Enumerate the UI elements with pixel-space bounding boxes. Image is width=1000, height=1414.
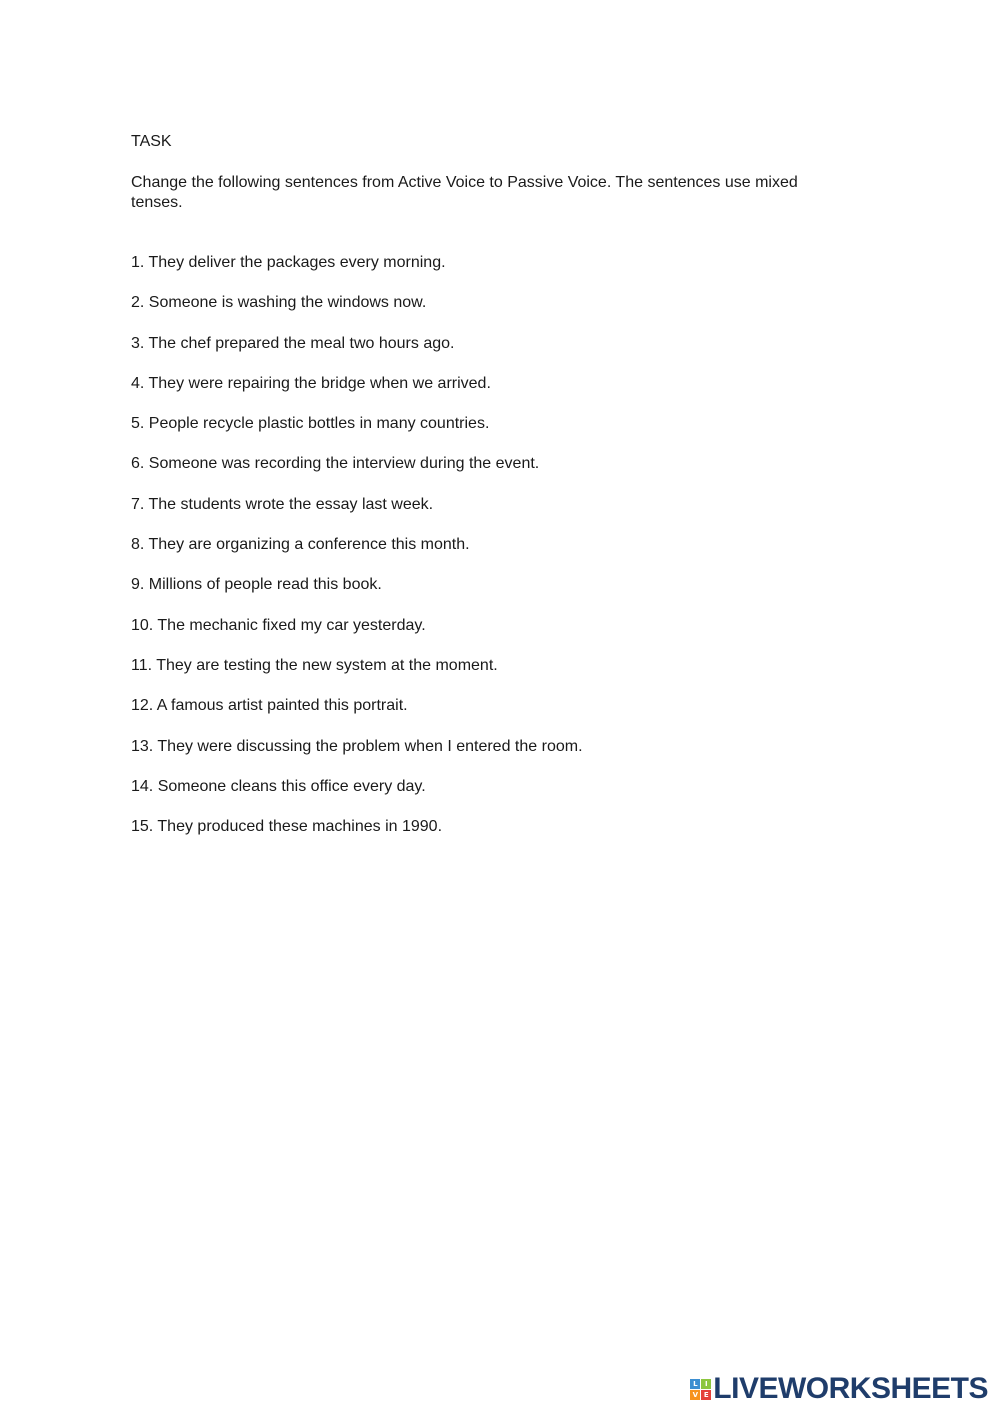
sentence-item: 9. Millions of people read this book. <box>131 576 382 594</box>
logo-mark-letter: I <box>701 1379 711 1389</box>
sentence-item: 7. The students wrote the essay last week. <box>131 495 434 513</box>
task-instructions: Change the following sentences from Active Voice to Passive Voice. The sentences use mixed tenses. <box>131 174 798 211</box>
logo-mark-letter: V <box>690 1390 700 1400</box>
sentence-item: 5. People recycle plastic bottles in many countries. <box>131 415 490 433</box>
sentence-item: 12. A famous artist painted this portrait. <box>131 697 408 715</box>
sentence-item: 4. They were repairing the bridge when we arrived. <box>131 374 491 392</box>
task-title: TASK <box>131 133 172 150</box>
logo-mark-letter: E <box>701 1390 711 1400</box>
sentence-item: 1. They deliver the packages every morning. <box>131 254 446 271</box>
sentence-item: 13. They were discussing the problem when I entered the room. <box>131 737 583 755</box>
sentence-item: 6. Someone was recording the interview during the event. <box>131 455 540 473</box>
sentence-item: 11. They are testing the new system at the moment. <box>131 656 498 674</box>
sentence-item: 15. They produced these machines in 1990. <box>131 818 443 836</box>
sentence-item: 10. The mechanic fixed my car yesterday. <box>131 616 426 634</box>
sentence-item: 3. The chef prepared the meal two hours ago. <box>131 334 455 352</box>
liveworksheets-logo-icon <box>690 1379 711 1400</box>
liveworksheets-logo <box>690 1374 988 1404</box>
sentence-list <box>131 253 583 857</box>
sentence-item: 2. Someone is washing the windows now. <box>131 294 427 312</box>
logo-mark-letter: L <box>690 1379 700 1389</box>
logo-text: LIVEWORKSHEETS <box>713 1372 988 1405</box>
sentence-item: 14. Someone cleans this office every day. <box>131 777 426 795</box>
sentence-item: 8. They are organizing a conference this month. <box>131 536 470 554</box>
